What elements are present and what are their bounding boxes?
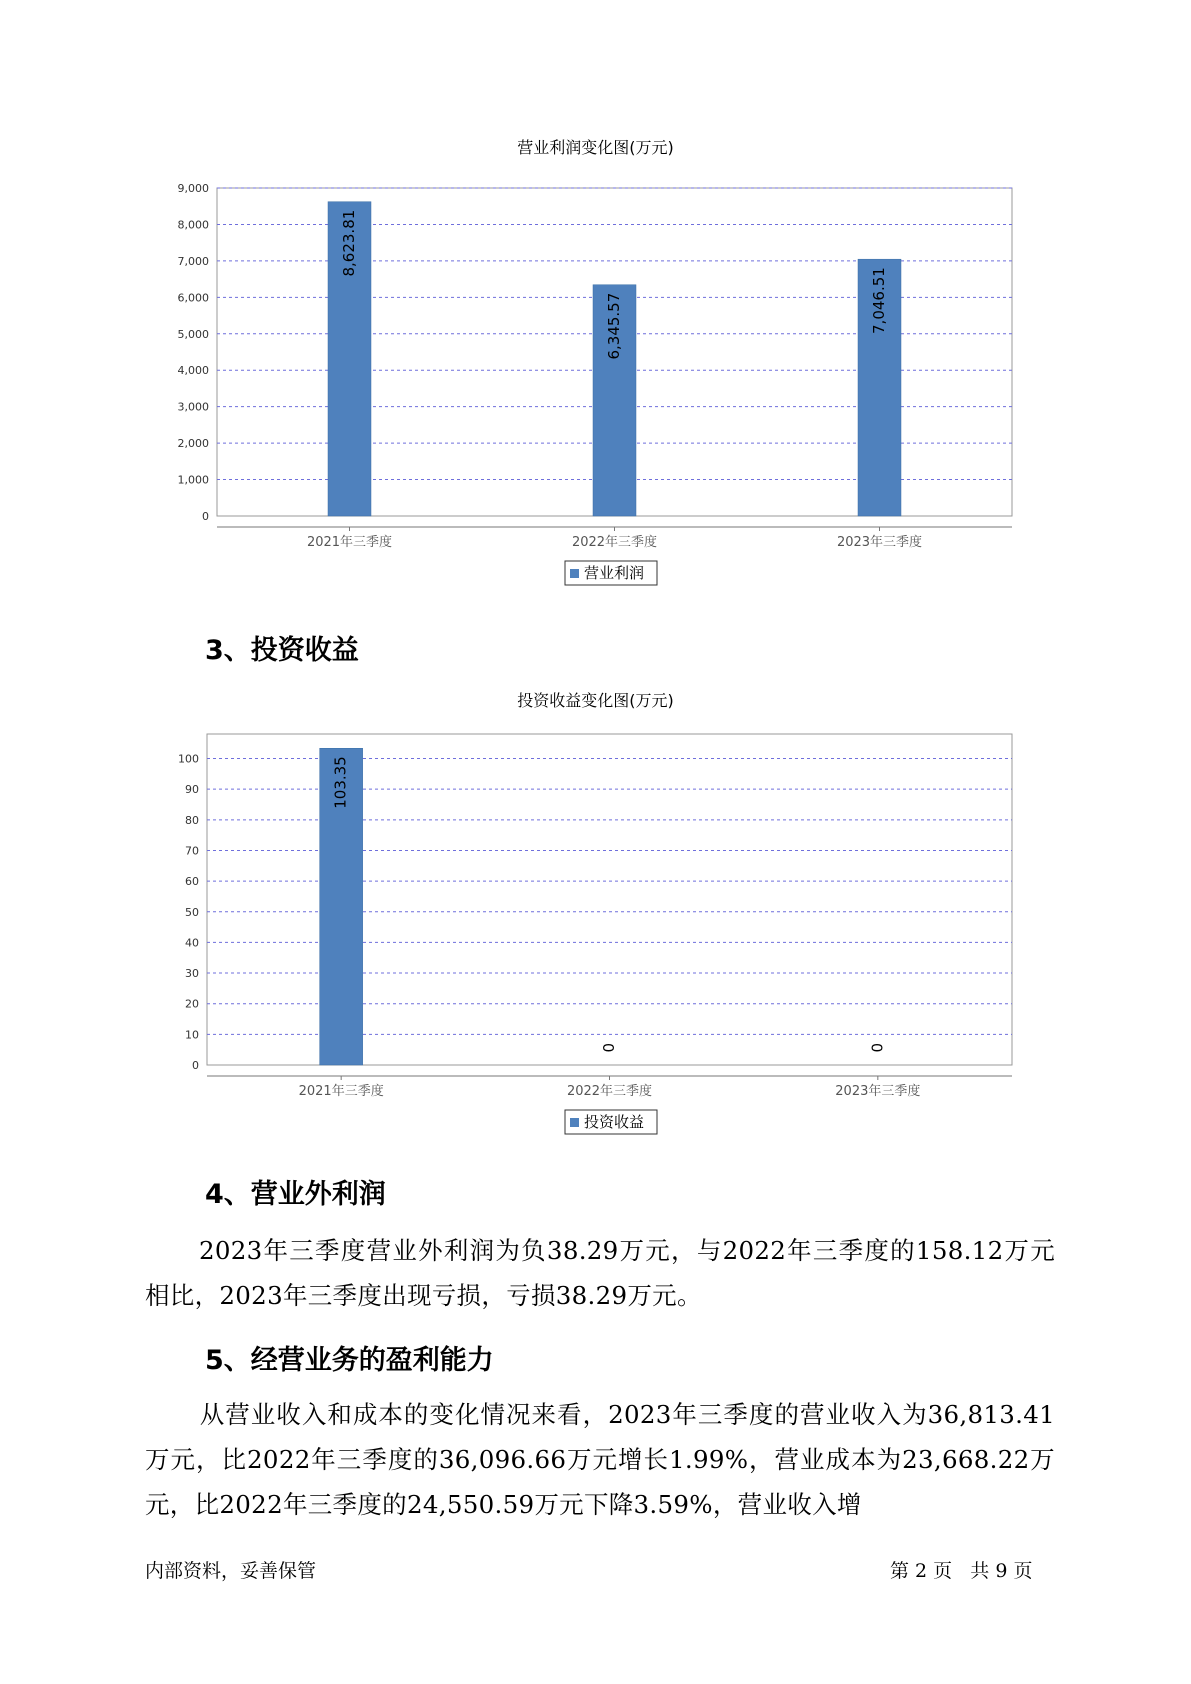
- section-heading-profitability: 5、经营业务的盈利能力: [205, 1345, 494, 1376]
- y-tick-label: 40: [185, 936, 199, 950]
- x-tick-label: 2021年三季度: [298, 1084, 384, 1099]
- y-tick-label: 4,000: [177, 364, 209, 378]
- y-tick-label: 7,000: [177, 254, 209, 268]
- y-tick-label: 5,000: [177, 327, 209, 341]
- y-tick-label: 0: [192, 1059, 199, 1072]
- y-tick-label: 50: [185, 905, 199, 919]
- paragraph-non-operating-profit: 2023年三季度营业外利润为负38.29万元，与2022年三季度的158.12万元相比，2023年三季度出现亏损，亏损38.29万元。: [145, 1236, 1055, 1310]
- y-tick-label: 1,000: [177, 473, 209, 487]
- section-heading-non-operating-profit: 4、营业外利润: [205, 1179, 386, 1210]
- bar-value-label: 0: [600, 1043, 618, 1053]
- bar-value-label: 0: [868, 1043, 887, 1053]
- y-tick-label: 6,000: [177, 291, 209, 305]
- x-tick-label: 2023年三季度: [836, 535, 923, 550]
- bar-value-label: 103.35: [331, 756, 350, 809]
- y-tick-label: 9,000: [177, 182, 209, 195]
- y-tick-label: 80: [185, 813, 199, 827]
- x-tick-label: 2022年三季度: [566, 1084, 653, 1099]
- legend-label: 营业利润: [584, 564, 645, 582]
- legend-label: 投资收益: [584, 1113, 645, 1131]
- x-tick-label: 2022年三季度: [571, 535, 658, 550]
- y-tick-label: 20: [185, 997, 199, 1011]
- bar-value-label: 7,046.51: [870, 267, 888, 334]
- bar-value-label: 6,345.57: [605, 292, 623, 360]
- y-tick-label: 90: [185, 783, 199, 797]
- x-tick-label: 2021年三季度: [306, 535, 393, 550]
- y-tick-label: 3,000: [177, 400, 209, 414]
- y-tick-label: 8,000: [177, 218, 209, 232]
- footer-confidential: 内部资料，妥善保管: [145, 1560, 317, 1582]
- paragraph-profitability: 从营业收入和成本的变化情况来看，2023年三季度的营业收入为36,813.41万元，比2022年三季度的36,096.66万元增长1.99%，营业成本为23,668.22万元，比2022年三季度的24,550.59万元下降3.59%，营业收入增: [145, 1400, 1055, 1519]
- legend-swatch: [570, 1118, 579, 1127]
- x-tick-label: 2023年三季度: [835, 1084, 921, 1099]
- chart2-title: 投资收益变化图(万元): [517, 691, 674, 710]
- y-tick-label: 0: [202, 510, 209, 523]
- y-tick-label: 30: [185, 967, 199, 981]
- y-tick-label: 100: [178, 752, 199, 766]
- y-tick-label: 2,000: [177, 437, 209, 451]
- section-heading-investment-income: 3、投资收益: [205, 635, 359, 666]
- bar-value-label: 8,623.81: [340, 209, 358, 277]
- y-tick-label: 70: [185, 844, 199, 858]
- chart1-title: 营业利润变化图(万元): [517, 138, 674, 157]
- y-tick-label: 10: [185, 1028, 199, 1042]
- footer-page-number: 第 2 页 共 9 页: [890, 1560, 1033, 1582]
- y-tick-label: 60: [185, 875, 199, 889]
